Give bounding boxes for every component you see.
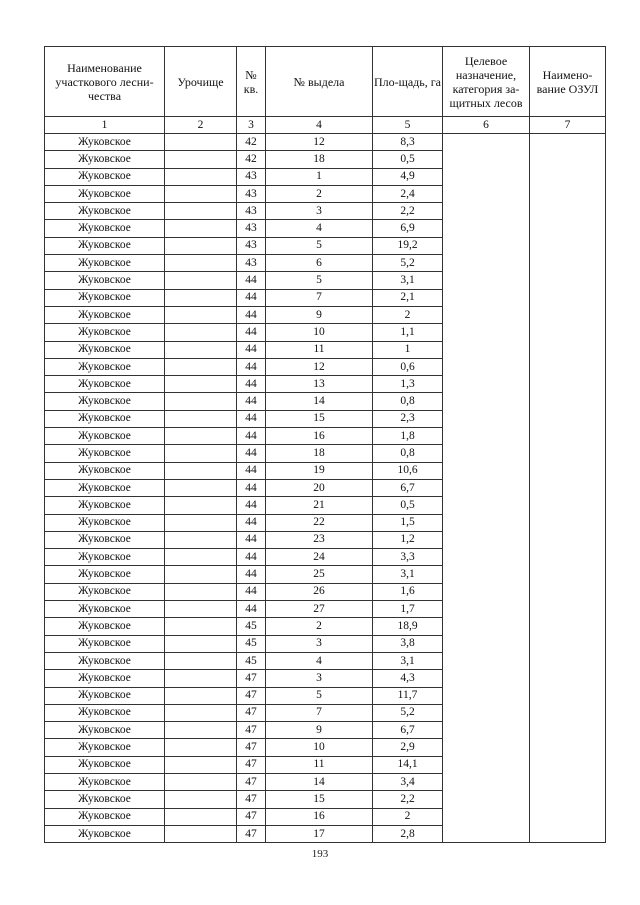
forestry-cell: Жуковское — [45, 687, 165, 704]
area-cell: 6,9 — [373, 220, 443, 237]
forestry-cell: Жуковское — [45, 341, 165, 358]
allotment-cell: 14 — [266, 393, 373, 410]
area-cell: 1,8 — [373, 428, 443, 445]
header-purpose: Целевое назначение, категория за-щитных лесов — [443, 47, 530, 117]
forestry-cell: Жуковское — [45, 618, 165, 635]
allotment-cell: 7 — [266, 704, 373, 721]
column-number: 7 — [530, 117, 606, 134]
tract-cell — [165, 497, 237, 514]
area-cell: 3,4 — [373, 773, 443, 790]
area-cell: 2 — [373, 808, 443, 825]
tract-cell — [165, 514, 237, 531]
quarter-cell: 44 — [237, 583, 266, 600]
area-cell: 6,7 — [373, 722, 443, 739]
area-cell: 2 — [373, 306, 443, 323]
tract-cell — [165, 203, 237, 220]
allotment-cell: 18 — [266, 151, 373, 168]
allotment-cell: 15 — [266, 410, 373, 427]
allotment-cell: 23 — [266, 531, 373, 548]
quarter-cell: 47 — [237, 773, 266, 790]
forestry-cell: Жуковское — [45, 203, 165, 220]
forestry-cell: Жуковское — [45, 825, 165, 842]
tract-cell — [165, 618, 237, 635]
area-cell: 3,3 — [373, 549, 443, 566]
forestry-cell: Жуковское — [45, 410, 165, 427]
allotment-cell: 27 — [266, 601, 373, 618]
tract-cell — [165, 652, 237, 669]
quarter-cell: 43 — [237, 220, 266, 237]
area-cell: 1 — [373, 341, 443, 358]
allotment-cell: 24 — [266, 549, 373, 566]
allotment-cell: 12 — [266, 358, 373, 375]
forestry-cell: Жуковское — [45, 445, 165, 462]
allotment-cell: 10 — [266, 324, 373, 341]
forestry-cell: Жуковское — [45, 220, 165, 237]
tract-cell — [165, 670, 237, 687]
forestry-cell: Жуковское — [45, 704, 165, 721]
forestry-cell: Жуковское — [45, 773, 165, 790]
forestry-cell: Жуковское — [45, 324, 165, 341]
forestry-cell: Жуковское — [45, 756, 165, 773]
ozul-cell — [530, 134, 606, 843]
tract-cell — [165, 168, 237, 185]
area-cell: 0,8 — [373, 393, 443, 410]
quarter-cell: 42 — [237, 134, 266, 151]
forestry-cell: Жуковское — [45, 428, 165, 445]
column-number: 2 — [165, 117, 237, 134]
area-cell: 1,6 — [373, 583, 443, 600]
forestry-cell: Жуковское — [45, 255, 165, 272]
allotment-cell: 3 — [266, 670, 373, 687]
header-allotment: № выдела — [266, 47, 373, 117]
tract-cell — [165, 306, 237, 323]
header-area: Пло-щадь, га — [373, 47, 443, 117]
area-cell: 2,8 — [373, 825, 443, 842]
area-cell: 0,5 — [373, 497, 443, 514]
quarter-cell: 44 — [237, 410, 266, 427]
quarter-cell: 44 — [237, 358, 266, 375]
quarter-cell: 44 — [237, 549, 266, 566]
forestry-cell: Жуковское — [45, 462, 165, 479]
tract-cell — [165, 151, 237, 168]
allotment-cell: 11 — [266, 341, 373, 358]
allotment-cell: 5 — [266, 272, 373, 289]
tract-cell — [165, 756, 237, 773]
tract-cell — [165, 185, 237, 202]
tract-cell — [165, 445, 237, 462]
area-cell: 2,9 — [373, 739, 443, 756]
tract-cell — [165, 376, 237, 393]
tract-cell — [165, 428, 237, 445]
area-cell: 2,2 — [373, 203, 443, 220]
allotment-cell: 11 — [266, 756, 373, 773]
area-cell: 11,7 — [373, 687, 443, 704]
area-cell: 3,1 — [373, 566, 443, 583]
allotment-cell: 20 — [266, 479, 373, 496]
quarter-cell: 47 — [237, 808, 266, 825]
allotment-cell: 4 — [266, 652, 373, 669]
quarter-cell: 44 — [237, 376, 266, 393]
tract-cell — [165, 410, 237, 427]
allotment-cell: 12 — [266, 134, 373, 151]
quarter-cell: 44 — [237, 462, 266, 479]
forestry-cell: Жуковское — [45, 237, 165, 254]
forestry-cell: Жуковское — [45, 514, 165, 531]
forestry-cell: Жуковское — [45, 151, 165, 168]
allotment-cell: 3 — [266, 635, 373, 652]
tract-cell — [165, 583, 237, 600]
page-number: 193 — [311, 848, 329, 860]
tract-cell — [165, 134, 237, 151]
header-quarter: № кв. — [237, 47, 266, 117]
quarter-cell: 47 — [237, 704, 266, 721]
forestry-cell: Жуковское — [45, 635, 165, 652]
allotment-cell: 7 — [266, 289, 373, 306]
allotment-cell: 18 — [266, 445, 373, 462]
forestry-cell: Жуковское — [45, 497, 165, 514]
quarter-cell: 44 — [237, 514, 266, 531]
quarter-cell: 42 — [237, 151, 266, 168]
tract-cell — [165, 722, 237, 739]
quarter-cell: 43 — [237, 168, 266, 185]
forest-plots-table — [44, 46, 606, 843]
allotment-cell: 22 — [266, 514, 373, 531]
allotment-cell: 16 — [266, 428, 373, 445]
column-number: 4 — [266, 117, 373, 134]
area-cell: 1,1 — [373, 324, 443, 341]
quarter-cell: 47 — [237, 739, 266, 756]
allotment-cell: 5 — [266, 237, 373, 254]
area-cell: 2,2 — [373, 791, 443, 808]
forestry-cell: Жуковское — [45, 393, 165, 410]
forestry-cell: Жуковское — [45, 583, 165, 600]
allotment-cell: 2 — [266, 185, 373, 202]
allotment-cell: 16 — [266, 808, 373, 825]
quarter-cell: 44 — [237, 531, 266, 548]
tract-cell — [165, 255, 237, 272]
allotment-cell: 1 — [266, 168, 373, 185]
allotment-cell: 25 — [266, 566, 373, 583]
quarter-cell: 47 — [237, 825, 266, 842]
area-cell: 1,5 — [373, 514, 443, 531]
allotment-cell: 6 — [266, 255, 373, 272]
tract-cell — [165, 687, 237, 704]
quarter-cell: 44 — [237, 428, 266, 445]
table-row — [45, 134, 606, 151]
forestry-cell: Жуковское — [45, 601, 165, 618]
area-cell: 4,9 — [373, 168, 443, 185]
header-forestry: Наименование участкового лесни-чества — [45, 47, 165, 117]
forestry-cell: Жуковское — [45, 376, 165, 393]
forestry-cell: Жуковское — [45, 479, 165, 496]
area-cell: 4,3 — [373, 670, 443, 687]
quarter-cell: 47 — [237, 791, 266, 808]
forestry-cell: Жуковское — [45, 808, 165, 825]
header-tract: Урочище — [165, 47, 237, 117]
quarter-cell: 44 — [237, 306, 266, 323]
quarter-cell: 43 — [237, 203, 266, 220]
quarter-cell: 44 — [237, 324, 266, 341]
allotment-cell: 10 — [266, 739, 373, 756]
quarter-cell: 44 — [237, 393, 266, 410]
quarter-cell: 44 — [237, 341, 266, 358]
tract-cell — [165, 237, 237, 254]
area-cell: 2,3 — [373, 410, 443, 427]
forestry-cell: Жуковское — [45, 791, 165, 808]
area-cell: 19,2 — [373, 237, 443, 254]
area-cell: 1,7 — [373, 601, 443, 618]
area-cell: 1,3 — [373, 376, 443, 393]
area-cell: 2,4 — [373, 185, 443, 202]
tract-cell — [165, 324, 237, 341]
tract-cell — [165, 289, 237, 306]
forestry-cell: Жуковское — [45, 739, 165, 756]
tract-cell — [165, 462, 237, 479]
quarter-cell: 45 — [237, 618, 266, 635]
tract-cell — [165, 601, 237, 618]
column-number: 6 — [443, 117, 530, 134]
quarter-cell: 44 — [237, 445, 266, 462]
forestry-cell: Жуковское — [45, 722, 165, 739]
tract-cell — [165, 773, 237, 790]
column-number-row — [45, 117, 606, 134]
allotment-cell: 13 — [266, 376, 373, 393]
quarter-cell: 44 — [237, 497, 266, 514]
area-cell: 8,3 — [373, 134, 443, 151]
allotment-cell: 9 — [266, 306, 373, 323]
forestry-cell: Жуковское — [45, 358, 165, 375]
tract-cell — [165, 531, 237, 548]
forestry-cell: Жуковское — [45, 168, 165, 185]
forestry-cell: Жуковское — [45, 652, 165, 669]
quarter-cell: 44 — [237, 479, 266, 496]
tract-cell — [165, 635, 237, 652]
quarter-cell: 44 — [237, 289, 266, 306]
tract-cell — [165, 791, 237, 808]
area-cell: 0,8 — [373, 445, 443, 462]
area-cell: 2,1 — [373, 289, 443, 306]
column-number: 5 — [373, 117, 443, 134]
allotment-cell: 9 — [266, 722, 373, 739]
area-cell: 5,2 — [373, 255, 443, 272]
area-cell: 1,2 — [373, 531, 443, 548]
allotment-cell: 21 — [266, 497, 373, 514]
quarter-cell: 44 — [237, 566, 266, 583]
forestry-cell: Жуковское — [45, 566, 165, 583]
quarter-cell: 45 — [237, 652, 266, 669]
tract-cell — [165, 341, 237, 358]
allotment-cell: 14 — [266, 773, 373, 790]
forestry-cell: Жуковское — [45, 185, 165, 202]
forestry-cell: Жуковское — [45, 272, 165, 289]
forestry-cell: Жуковское — [45, 306, 165, 323]
allotment-cell: 19 — [266, 462, 373, 479]
header-ozul: Наимено-вание ОЗУЛ — [530, 47, 606, 117]
forestry-cell: Жуковское — [45, 549, 165, 566]
quarter-cell: 43 — [237, 255, 266, 272]
area-cell: 3,8 — [373, 635, 443, 652]
quarter-cell: 47 — [237, 687, 266, 704]
quarter-cell: 44 — [237, 601, 266, 618]
area-cell: 18,9 — [373, 618, 443, 635]
tract-cell — [165, 272, 237, 289]
allotment-cell: 3 — [266, 203, 373, 220]
area-cell: 6,7 — [373, 479, 443, 496]
quarter-cell: 43 — [237, 237, 266, 254]
tract-cell — [165, 704, 237, 721]
quarter-cell: 43 — [237, 185, 266, 202]
area-cell: 10,6 — [373, 462, 443, 479]
tract-cell — [165, 479, 237, 496]
tract-cell — [165, 825, 237, 842]
tract-cell — [165, 739, 237, 756]
allotment-cell: 17 — [266, 825, 373, 842]
allotment-cell: 4 — [266, 220, 373, 237]
quarter-cell: 45 — [237, 635, 266, 652]
quarter-cell: 47 — [237, 756, 266, 773]
purpose-cell — [443, 134, 530, 843]
tract-cell — [165, 393, 237, 410]
column-number: 1 — [45, 117, 165, 134]
area-cell: 0,6 — [373, 358, 443, 375]
area-cell: 3,1 — [373, 272, 443, 289]
quarter-cell: 47 — [237, 670, 266, 687]
area-cell: 3,1 — [373, 652, 443, 669]
forestry-cell: Жуковское — [45, 134, 165, 151]
tract-cell — [165, 549, 237, 566]
forestry-cell: Жуковское — [45, 670, 165, 687]
quarter-cell: 44 — [237, 272, 266, 289]
tract-cell — [165, 808, 237, 825]
forestry-cell: Жуковское — [45, 531, 165, 548]
header-row — [45, 47, 606, 117]
area-cell: 14,1 — [373, 756, 443, 773]
allotment-cell: 26 — [266, 583, 373, 600]
quarter-cell: 47 — [237, 722, 266, 739]
area-cell: 0,5 — [373, 151, 443, 168]
area-cell: 5,2 — [373, 704, 443, 721]
tract-cell — [165, 566, 237, 583]
tract-cell — [165, 358, 237, 375]
column-number: 3 — [237, 117, 266, 134]
tract-cell — [165, 220, 237, 237]
allotment-cell: 5 — [266, 687, 373, 704]
allotment-cell: 15 — [266, 791, 373, 808]
allotment-cell: 2 — [266, 618, 373, 635]
forestry-cell: Жуковское — [45, 289, 165, 306]
